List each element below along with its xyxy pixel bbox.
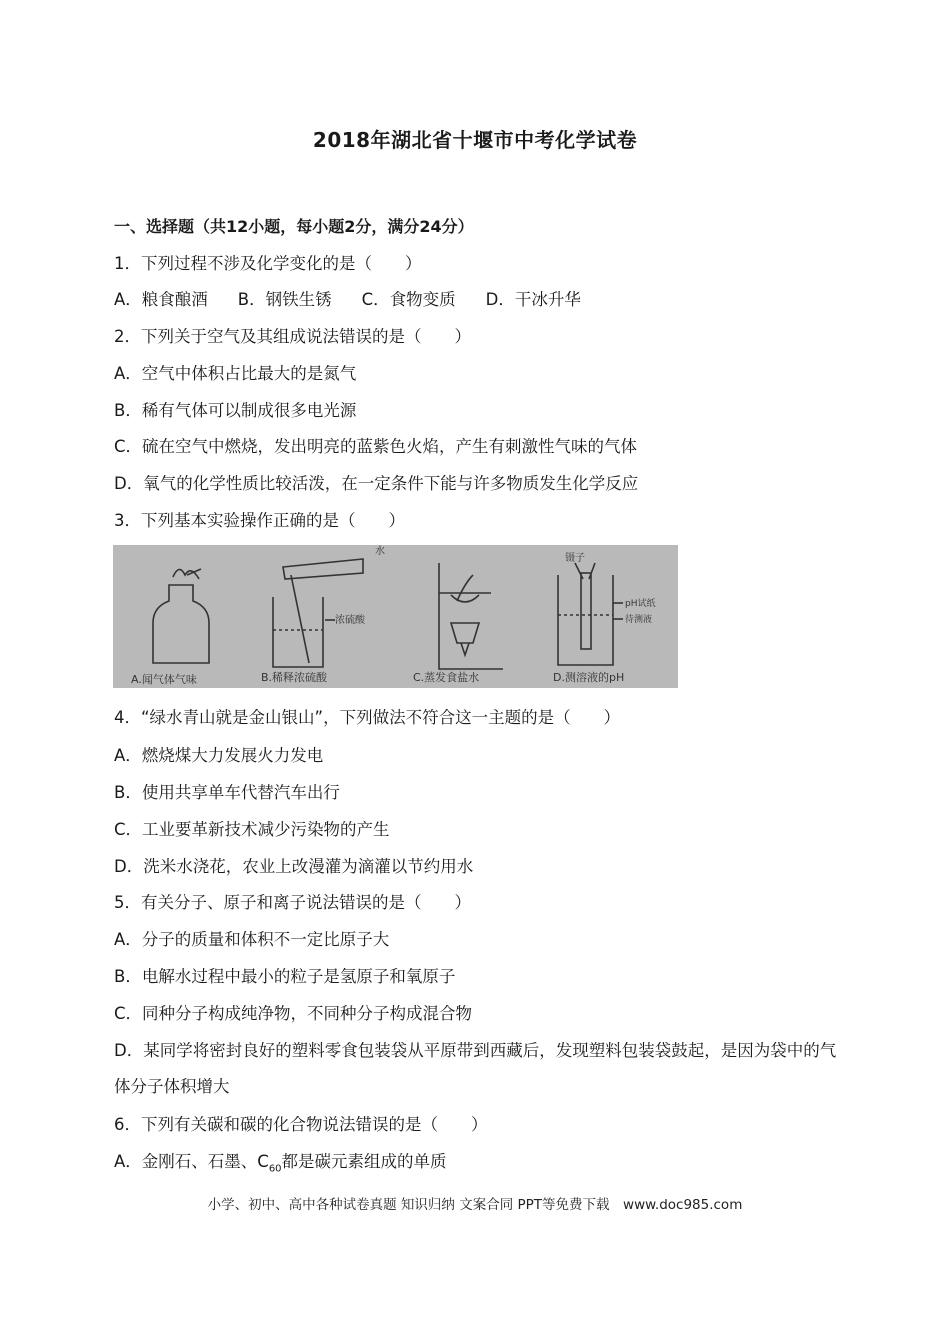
section-heading: 一、选择题（共12小题，每小题2分，满分24分） [114, 217, 474, 236]
q4-option-d: D．洗米水浇花，农业上改漫灌为滴灌以节约用水 [114, 857, 474, 876]
q2-stem: 2．下列关于空气及其组成说法错误的是（ ） [114, 327, 471, 346]
q1-option-c: C．食物变质 [361, 290, 456, 309]
q1-option-b: B．钢铁生锈 [237, 290, 332, 309]
q3-experiment-figure [113, 545, 678, 688]
q1-option-a: A．粮食酿酒 [114, 290, 208, 309]
q6-option-a-sub: 60 [268, 1163, 282, 1175]
label-water: 水 [375, 546, 385, 557]
q2-option-c: C．硫在空气中燃烧，发出明亮的蓝紫色火焰，产生有刺激性气味的气体 [114, 437, 638, 456]
caption-d: D.测溶液的pH [553, 671, 625, 684]
label-acid: 浓硫酸 [335, 615, 365, 626]
q4-stem: 4．“绿水青山就是金山银山”，下列做法不符合这一主题的是（ ） [114, 708, 621, 727]
beaker-dilution-drawing [273, 559, 363, 667]
page-footer: 小学、初中、高中各种试卷真题 知识归纳 文案合同 PPT等免费下载 www.doc985.com [207, 1197, 743, 1213]
q5-option-a: A．分子的质量和体积不一定比原子大 [114, 930, 390, 949]
q1-options [114, 288, 611, 312]
q1-option-d: D．干冰升华 [485, 290, 581, 309]
q6-option-a-post: 都是碳元素组成的单质 [281, 1152, 447, 1171]
q5-option-b: B．电解水过程中最小的粒子是氢原子和氧原子 [114, 967, 456, 986]
label-paper: pH试纸 [625, 599, 656, 609]
caption-a: A.闻气体气味 [131, 673, 197, 686]
q2-option-d: D．氧气的化学性质比较活泼，在一定条件下能与许多物质发生化学反应 [114, 474, 639, 493]
q4-option-a: A．燃烧煤大力发展火力发电 [114, 746, 324, 765]
ph-test-drawing [558, 563, 623, 665]
evaporation-drawing [439, 563, 503, 669]
page-title: 2018年湖北省十堰市中考化学试卷 [312, 128, 638, 152]
q3-stem: 3．下列基本实验操作正确的是（ ） [114, 511, 405, 530]
q6-option-a [114, 1150, 447, 1181]
caption-b: B.稀释浓硫酸 [261, 671, 328, 684]
q4-option-c: C．工业要革新技术减少污染物的产生 [114, 820, 390, 839]
q1-stem: 1．下列过程不涉及化学变化的是（ ） [114, 254, 422, 273]
q2-option-b: B．稀有气体可以制成很多电光源 [114, 401, 357, 420]
q5-stem: 5．有关分子、原子和离子说法错误的是（ ） [114, 893, 471, 912]
q5-option-d: D．某同学将密封良好的塑料零食包装袋从平原带到西藏后，发现塑料包装袋鼓起，是因为袋中的气体分子体积增大 [114, 1041, 837, 1096]
q6-stem: 6．下列有关碳和碳的化合物说法错误的是（ ） [114, 1115, 488, 1134]
gas-bottle-drawing [153, 569, 209, 663]
label-solution: 待测液 [625, 615, 653, 625]
label-tweezers: 镊子 [565, 553, 585, 564]
q6-option-a-pre: A．金刚石、石墨、C [114, 1152, 269, 1171]
q5-option-c: C．同种分子构成纯净物，不同种分子构成混合物 [114, 1004, 473, 1023]
q2-option-a: A．空气中体积占比最大的是氮气 [114, 364, 357, 383]
caption-c: C.蒸发食盐水 [413, 671, 480, 684]
q4-option-b: B．使用共享单车代替汽车出行 [114, 783, 340, 802]
